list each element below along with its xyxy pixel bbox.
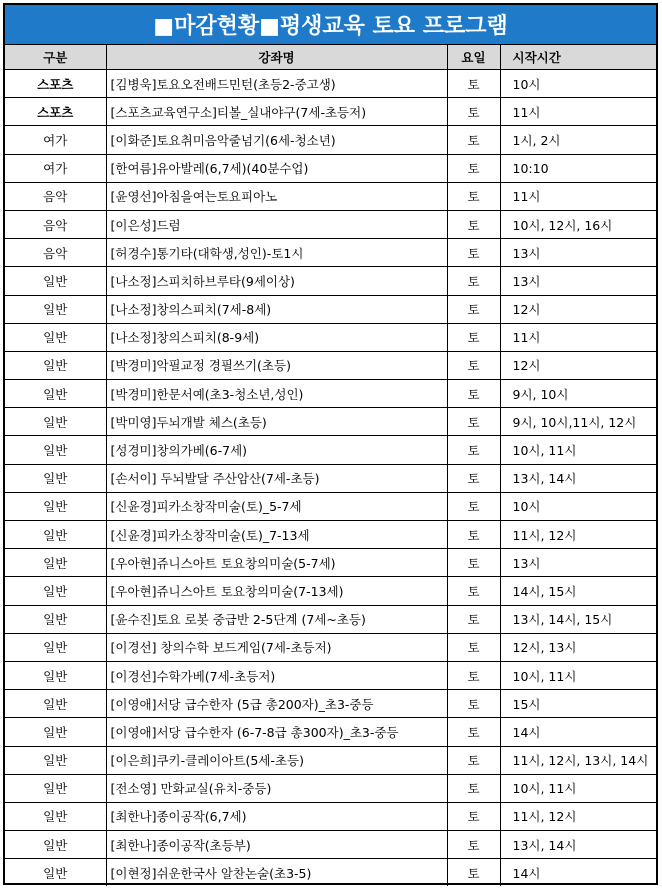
table-row	[5, 210, 656, 238]
table-row	[5, 182, 656, 210]
row-start-time: 10시	[500, 70, 656, 98]
row-day: 토	[447, 98, 500, 126]
table-row	[5, 464, 656, 492]
table-row	[5, 774, 656, 802]
row-start-time: 11시, 12시	[500, 802, 656, 830]
row-course-name: [이은성]드럼	[106, 210, 447, 238]
row-category: 음악	[5, 182, 106, 210]
row-day: 토	[447, 521, 500, 549]
row-start-time: 10시, 11시	[500, 774, 656, 802]
table-row	[5, 239, 656, 267]
table-row	[5, 690, 656, 718]
row-day: 토	[447, 746, 500, 774]
row-course-name: [성경미]창의가베(6-7세)	[106, 436, 447, 464]
row-course-name: [나소정]창의스피치(8-9세)	[106, 323, 447, 351]
row-course-name: [박경미]악필교정 경필쓰기(초등)	[106, 351, 447, 379]
row-day: 토	[447, 267, 500, 295]
row-day: 토	[447, 690, 500, 718]
row-start-time: 13시	[500, 549, 656, 577]
row-course-name: [허경수]통기타(대학생,성인)-토1시	[106, 239, 447, 267]
table-row	[5, 295, 656, 323]
table-row	[5, 408, 656, 436]
row-start-time: 12시, 13시	[500, 633, 656, 661]
row-start-time: 13시	[500, 239, 656, 267]
row-category: 일반	[5, 577, 106, 605]
table-row	[5, 831, 656, 859]
row-category: 여가	[5, 154, 106, 182]
row-category: 일반	[5, 351, 106, 379]
row-start-time: 13시	[500, 267, 656, 295]
row-course-name: [박경미]한문서예(초3-청소년,성인)	[106, 380, 447, 408]
row-day: 토	[447, 154, 500, 182]
row-category: 일반	[5, 549, 106, 577]
row-day: 토	[447, 295, 500, 323]
row-start-time: 12시	[500, 295, 656, 323]
table-row	[5, 859, 656, 887]
row-category: 일반	[5, 718, 106, 746]
row-day: 토	[447, 492, 500, 520]
row-start-time: 11시	[500, 182, 656, 210]
row-category: 일반	[5, 746, 106, 774]
table-row	[5, 323, 656, 351]
row-course-name: [이영애]서당 급수한자 (5급 총200자)_초3-중등	[106, 690, 447, 718]
row-day: 토	[447, 70, 500, 98]
table-row	[5, 577, 656, 605]
row-course-name: [신윤경]피카소창작미술(토)_7-13세	[106, 521, 447, 549]
schedule-sheet	[3, 3, 658, 885]
row-day: 토	[447, 718, 500, 746]
row-start-time: 10시	[500, 492, 656, 520]
row-day: 토	[447, 126, 500, 154]
row-course-name: [전소영] 만화교실(유치-중등)	[106, 774, 447, 802]
row-category: 일반	[5, 492, 106, 520]
row-category: 일반	[5, 690, 106, 718]
table-row	[5, 98, 656, 126]
table-row	[5, 154, 656, 182]
row-course-name: [김병욱]토요오전배드민턴(초등2-중고생)	[106, 70, 447, 98]
page-title: ■마감현황■평생교육 토요 프로그램	[5, 5, 656, 45]
row-category: 일반	[5, 831, 106, 859]
row-day: 토	[447, 210, 500, 238]
row-course-name: [이경선] 창의수학 보드게임(7세-초등저)	[106, 633, 447, 661]
row-course-name: [이영애]서당 급수한자 (6-7-8급 총300자)_초3-중등	[106, 718, 447, 746]
row-day: 토	[447, 831, 500, 859]
table-header-row	[5, 45, 656, 70]
table-row	[5, 492, 656, 520]
row-category: 일반	[5, 295, 106, 323]
row-category: 일반	[5, 661, 106, 689]
table-row	[5, 633, 656, 661]
row-course-name: [이화준]토요취미음악줄넘기(6세-청소년)	[106, 126, 447, 154]
table-row	[5, 70, 656, 98]
row-category: 여가	[5, 126, 106, 154]
row-category: 일반	[5, 802, 106, 830]
row-start-time: 1시, 2시	[500, 126, 656, 154]
row-start-time: 14시	[500, 718, 656, 746]
table-row	[5, 351, 656, 379]
row-day: 토	[447, 633, 500, 661]
row-course-name: [우아현]쥬니스아트 토요창의미술(7-13세)	[106, 577, 447, 605]
row-start-time: 14시	[500, 859, 656, 887]
row-course-name: [이경선]수학가베(7세-초등저)	[106, 661, 447, 689]
row-start-time: 11시, 12시	[500, 521, 656, 549]
row-category: 스포츠	[5, 70, 106, 98]
row-category: 일반	[5, 633, 106, 661]
row-category: 일반	[5, 774, 106, 802]
row-day: 토	[447, 859, 500, 887]
row-start-time: 10:10	[500, 154, 656, 182]
row-day: 토	[447, 661, 500, 689]
row-category: 일반	[5, 605, 106, 633]
row-course-name: [윤수진]토요 로봇 중급반 2-5단계 (7세~초등)	[106, 605, 447, 633]
row-start-time: 13시, 14시, 15시	[500, 605, 656, 633]
row-start-time: 11시, 12시, 13시, 14시	[500, 746, 656, 774]
row-day: 토	[447, 774, 500, 802]
row-start-time: 10시, 11시	[500, 661, 656, 689]
row-course-name: [최한나]종이공작(6,7세)	[106, 802, 447, 830]
row-course-name: [우아현]쥬니스아트 토요창의미술(5-7세)	[106, 549, 447, 577]
row-course-name: [신윤경]피카소창작미술(토)_5-7세	[106, 492, 447, 520]
row-course-name: [박미영]두뇌개발 체스(초등)	[106, 408, 447, 436]
row-start-time: 14시, 15시	[500, 577, 656, 605]
table-body	[5, 70, 656, 887]
row-day: 토	[447, 182, 500, 210]
header-course: 강좌명	[106, 45, 447, 70]
table-row	[5, 661, 656, 689]
row-course-name: [나소정]창의스피치(7세-8세)	[106, 295, 447, 323]
row-category: 일반	[5, 521, 106, 549]
table-row	[5, 521, 656, 549]
row-category: 스포츠	[5, 98, 106, 126]
row-category: 일반	[5, 464, 106, 492]
row-start-time: 11시	[500, 98, 656, 126]
row-day: 토	[447, 605, 500, 633]
row-category: 일반	[5, 380, 106, 408]
row-start-time: 13시, 14시	[500, 464, 656, 492]
row-category: 일반	[5, 859, 106, 887]
row-category: 음악	[5, 239, 106, 267]
row-category: 음악	[5, 210, 106, 238]
row-category: 일반	[5, 408, 106, 436]
table-row	[5, 718, 656, 746]
row-day: 토	[447, 380, 500, 408]
row-course-name: [최한나]종이공작(초등부)	[106, 831, 447, 859]
table-row	[5, 549, 656, 577]
row-course-name: [이현정]쉬운한국사 알찬논술(초3-5)	[106, 859, 447, 887]
row-day: 토	[447, 436, 500, 464]
row-day: 토	[447, 802, 500, 830]
row-day: 토	[447, 549, 500, 577]
table-row	[5, 380, 656, 408]
row-start-time: 9시, 10시,11시, 12시	[500, 408, 656, 436]
row-start-time: 10시, 12시, 16시	[500, 210, 656, 238]
table-row	[5, 605, 656, 633]
row-day: 토	[447, 351, 500, 379]
row-day: 토	[447, 577, 500, 605]
row-day: 토	[447, 323, 500, 351]
row-start-time: 13시, 14시	[500, 831, 656, 859]
row-course-name: [이은희]쿠키-클레이아트(5세-초등)	[106, 746, 447, 774]
program-table	[5, 45, 656, 886]
table-row	[5, 746, 656, 774]
row-start-time: 10시, 11시	[500, 436, 656, 464]
header-time: 시작시간	[500, 45, 656, 70]
row-start-time: 11시	[500, 323, 656, 351]
table-row	[5, 126, 656, 154]
row-day: 토	[447, 239, 500, 267]
row-category: 일반	[5, 323, 106, 351]
row-category: 일반	[5, 267, 106, 295]
row-course-name: [스포츠교육연구소]티볼_실내야구(7세-초등저)	[106, 98, 447, 126]
row-start-time: 9시, 10시	[500, 380, 656, 408]
row-day: 토	[447, 464, 500, 492]
row-day: 토	[447, 408, 500, 436]
row-start-time: 12시	[500, 351, 656, 379]
row-course-name: [손서이] 두뇌발달 주산암산(7세-초등)	[106, 464, 447, 492]
row-course-name: [나소정]스피치하브루타(9세이상)	[106, 267, 447, 295]
row-category: 일반	[5, 436, 106, 464]
header-category: 구분	[5, 45, 106, 70]
row-course-name: [윤영선]아침을여는토요피아노	[106, 182, 447, 210]
table-row	[5, 802, 656, 830]
table-row	[5, 436, 656, 464]
row-course-name: [한여름]유아발레(6,7세)(40분수업)	[106, 154, 447, 182]
row-start-time: 15시	[500, 690, 656, 718]
header-day: 요일	[447, 45, 500, 70]
table-row	[5, 267, 656, 295]
